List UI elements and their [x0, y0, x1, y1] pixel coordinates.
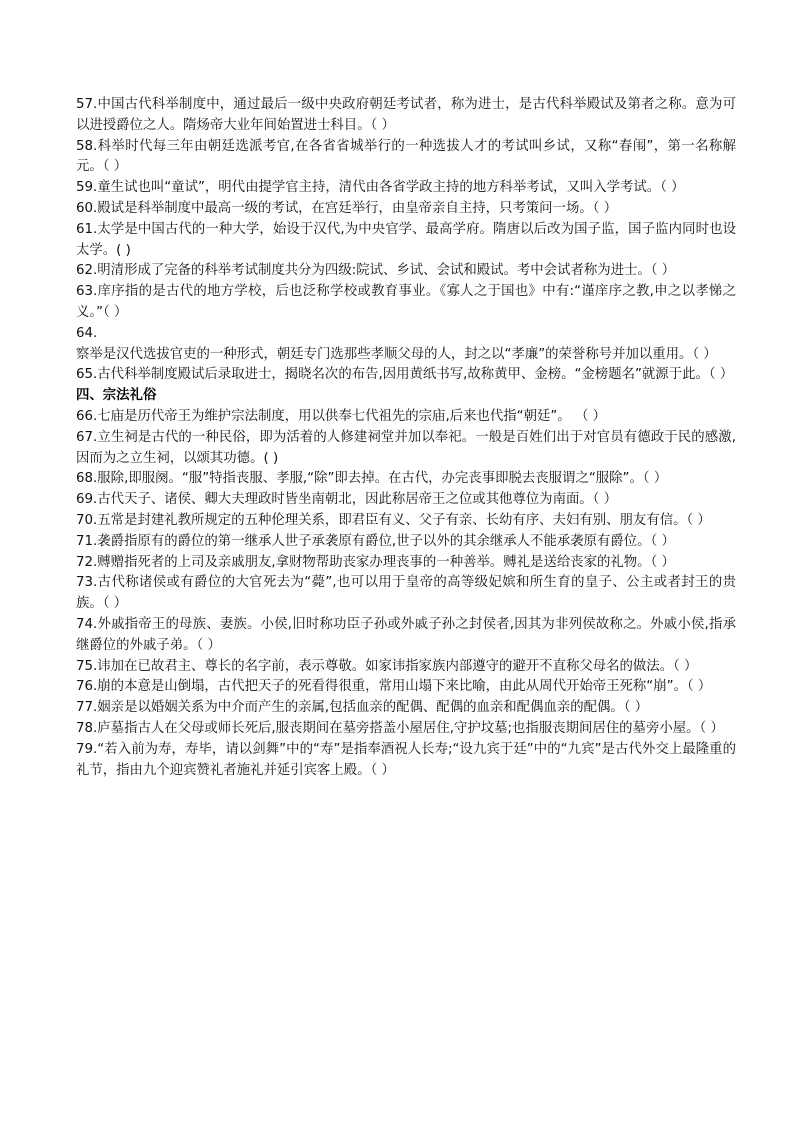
question-text: 外戚指帝王的母族、妻族。小侯,旧时称功臣子孙或外戚子孙之封侯者,因其为非列侯故称之。外戚小侯,指承继爵位的外戚子弟。（ ） — [76, 616, 736, 653]
question-item — [76, 490, 736, 511]
question-item — [76, 532, 736, 553]
document-page — [76, 95, 736, 781]
question-text: 袭爵指原有的爵位的第一继承人世子承袭原有爵位,世子以外的其余继承人不能承袭原有爵位。（ ） — [97, 533, 675, 549]
question-number: 77. — [76, 700, 98, 716]
question-number: 76. — [76, 679, 98, 695]
question-number: 57. — [76, 97, 98, 112]
question-item — [76, 137, 736, 179]
question-text: 讳加在已故君主、尊长的名字前，表示尊敬。如家讳指家族内部遵守的避开不直称父母名的做法。（ ） — [97, 658, 698, 674]
question-number: 78. — [76, 720, 98, 736]
question-item — [76, 677, 736, 698]
question-item — [76, 282, 736, 324]
question-item — [76, 740, 736, 782]
question-number: 66. — [76, 408, 98, 424]
question-text: 庠序指的是古代的地方学校，后也泛称学校或教育事业。《寡人之于国也》中有:“谨庠序之教,申之以孝悌之义。”（ ） — [76, 284, 736, 320]
question-text: 五常是封建礼教所规定的五种伦理关系，即君臣有义、父子有亲、长幼有序、夫妇有别、朋友有信。（ ） — [97, 512, 711, 528]
question-text: 科举时代每三年由朝廷选派考官,在各省省城举行的一种选拔人才的考试叫乡试，又称“春闱”，第一名称解元。（ ） — [76, 138, 736, 175]
question-text: 古代称诸侯或有爵位的大官死去为“薨”,也可以用于皇帝的高等级妃嫔和所生育的皇子、公主或者封王的贵族。（ ） — [76, 575, 736, 612]
question-number: 74. — [76, 616, 98, 632]
question-text: 立生祠是古代的一种民俗，即为活着的人修建祠堂并加以奉祀。一般是百姓们出于对官员有德政于民的感激,因而为之立生祠，以颂其功德。( ) — [76, 429, 736, 466]
question-item — [76, 365, 736, 386]
question-item — [76, 469, 736, 490]
question-item — [76, 324, 736, 366]
question-number: 71. — [76, 533, 98, 549]
question-text: 赙赠指死者的上司及亲戚朋友,拿财物帮助丧家办理丧事的一种善举。赙礼是送给丧家的礼物。（ ） — [97, 554, 675, 570]
question-number: 72. — [76, 554, 98, 570]
section-heading: 四、宗法礼俗 — [76, 388, 157, 404]
question-number: 70. — [76, 512, 98, 528]
question-item — [76, 719, 736, 740]
question-item — [76, 199, 736, 220]
question-number: 73. — [76, 575, 98, 591]
question-number: 65. — [76, 367, 98, 383]
question-text: 古代科举制度殿试后录取进士，揭晓名次的布告,因用黄纸书写,故称黄甲、金榜。“金榜题名”就源于此。（ ） — [97, 367, 734, 383]
question-text: 庐墓指古人在父母或师长死后,服丧期间在墓旁搭盖小屋居住,守护坟墓;也指服丧期间居住的墓旁小屋。（ ） — [97, 720, 724, 736]
question-item — [76, 95, 736, 137]
question-text: 服除,即服阕。“服”特指丧服、孝服,“除”即去掉。在古代，办完丧事即脱去丧服谓之“服除”。（ ） — [97, 471, 668, 487]
question-text: 明清形成了完备的科举考试制度共分为四级:院试、乡试、会试和殿试。考中会试者称为进士。（ ） — [97, 263, 676, 279]
question-item — [76, 178, 736, 199]
question-text: “若入前为寿，寿毕，请以剑舞”中的“寿”是指奉酒祝人长寿;“设九宾于廷”中的“九宾”是古代外交上最隆重的礼节，指由九个迎宾赞礼者施礼并延引宾客上殿。（ ） — [76, 741, 736, 778]
question-text: 七庙是历代帝王为维护宗法制度，用以供奉七代祖先的宗庙,后来也代指“朝廷”。 （ ） — [97, 408, 607, 424]
question-item — [76, 428, 736, 470]
question-text: 童生试也叫“童试”，明代由提学官主持，清代由各省学政主持的地方科举考试，又叫入学考试。（ ） — [97, 180, 685, 196]
question-number: 79. — [76, 741, 98, 757]
question-number: 64. — [76, 325, 98, 341]
question-item — [76, 511, 736, 532]
question-text: 太学是中国古代的一种大学，始设于汉代,为中央官学、最高学府。隋唐以后改为国子监，国子监内同时也设太学。( ) — [76, 221, 736, 258]
question-number: 68. — [76, 471, 98, 487]
question-item — [76, 573, 736, 615]
question-item — [76, 698, 736, 719]
question-text: 察举是汉代选拔官吏的一种形式，朝廷专门选那些孝顺父母的人，封之以“孝廉”的荣誉称号并加以重用。（ ） — [76, 346, 717, 362]
question-number: 69. — [76, 492, 98, 508]
question-text: 姻亲是以婚姻关系为中介而产生的亲属,包括血亲的配偶、配偶的血亲和配偶血亲的配偶。（ ） — [97, 700, 649, 716]
question-number: 62. — [76, 263, 98, 279]
question-number: 75. — [76, 658, 98, 674]
question-number: 67. — [76, 429, 98, 445]
question-number: 58. — [76, 138, 98, 154]
question-number: 61. — [76, 221, 98, 237]
question-number: 63. — [76, 284, 98, 300]
question-item — [76, 220, 736, 262]
question-item — [76, 657, 736, 678]
question-number: 60. — [76, 200, 98, 216]
question-text: 古代天子、诸侯、卿大夫理政时皆坐南朝北，因此称居帝王之位或其他尊位为南面。（ ） — [97, 492, 618, 508]
question-item — [76, 407, 736, 428]
question-text: 中国古代科举制度中，通过最后一级中央政府朝廷考试者，称为进士，是古代科举殿试及第者之称。意为可以进授爵位之人。隋炀帝大业年间始置进士科目。（ ） — [76, 97, 736, 133]
question-item — [76, 615, 736, 657]
question-text: 殿试是科举制度中最高一级的考试，在宫廷举行，由皇帝亲自主持，只考策问一场。（ ） — [97, 200, 618, 216]
question-number: 59. — [76, 180, 98, 196]
question-text: 崩的本意是山倒塌，古代把天子的死看得很重，常用山塌下来比喻，由此从周代开始帝王死称“崩”。（ ） — [97, 679, 712, 695]
question-item — [76, 261, 736, 282]
question-item — [76, 553, 736, 574]
